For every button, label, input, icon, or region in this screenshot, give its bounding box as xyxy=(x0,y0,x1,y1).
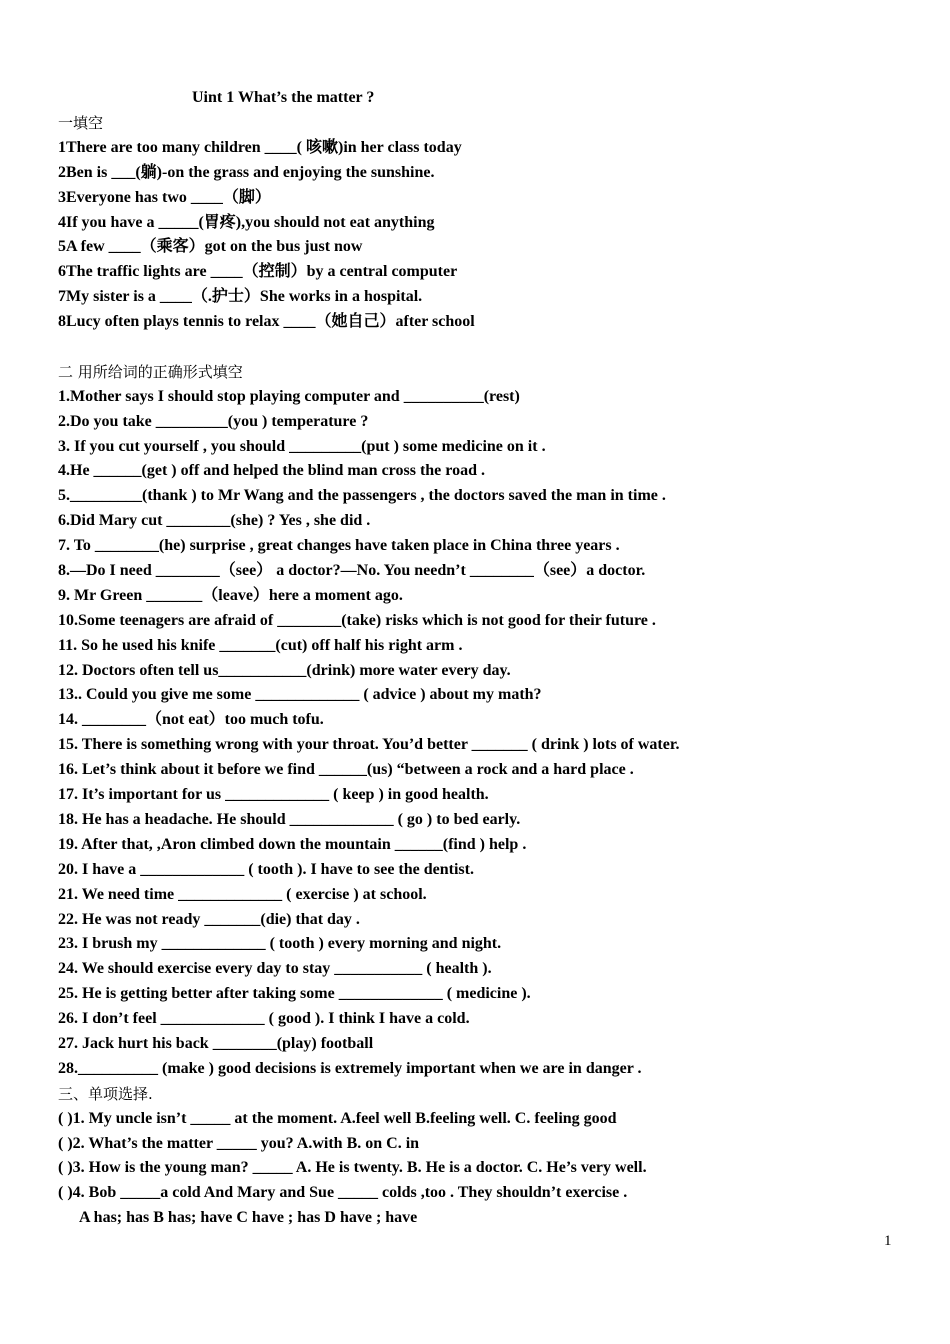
section2-item: 5._________(thank ) to Mr Wang and the passengers , the doctors saved the man in time . xyxy=(58,487,666,505)
section1-item: 7My sister is a ____（.护士）She works in a hospital. xyxy=(58,288,423,306)
section2-item: 28.__________ (make ) good decisions is extremely important when we are in danger . xyxy=(58,1059,642,1077)
section2-item: 14. ________（not eat）too much tofu. xyxy=(58,711,324,729)
section2-item: 8.—Do I need ________（see） a doctor?—No. You needn’t ________（see）a doctor. xyxy=(58,562,646,580)
page-title: Uint 1 What’s the matter ? xyxy=(192,89,375,106)
section3-heading: 三、单项选择. xyxy=(58,1084,153,1103)
section1-item: 4If you have a _____(胃疼),you should not eat anything xyxy=(58,213,435,231)
section2-heading: 二 用所给词的正确形式填空 xyxy=(58,362,243,381)
section2-item: 2.Do you take _________(you ) temperature ? xyxy=(58,412,369,430)
section2-item: 22. He was not ready _______(die) that day . xyxy=(58,910,360,928)
section2-item: 16. Let’s think about it before we find ______(us) “between a rock and a hard place . xyxy=(58,761,634,779)
section1-item: 8Lucy often plays tennis to relax ____（她自己）after school xyxy=(58,313,475,331)
section3-item: ( )1. My uncle isn’t _____ at the moment. A.feel well B.feeling well. C. feeling good xyxy=(58,1109,617,1127)
section2-item: 11. So he used his knife _______(cut) off half his right arm . xyxy=(58,636,463,654)
section2-item: 3. If you cut yourself , you should _________(put ) some medicine on it . xyxy=(58,437,546,455)
section1-item: 3Everyone has two ____（脚） xyxy=(58,188,271,206)
section3-item: ( )3. How is the young man? _____ A. He is twenty. B. He is a doctor. C. He’s very well. xyxy=(58,1159,647,1177)
section2-item: 18. He has a headache. He should _____________ ( go ) to bed early. xyxy=(58,810,521,828)
section3-item: ( )4. Bob _____a cold And Mary and Sue _____ colds ,too . They shouldn’t exercise . xyxy=(58,1184,628,1202)
section2-item: 12. Doctors often tell us___________(drink) more water every day. xyxy=(58,661,511,679)
section3-options: A has; has B has; have C have ; has D have ; have xyxy=(79,1209,418,1227)
section3-item: ( )2. What’s the matter _____ you? A.with B. on C. in xyxy=(58,1134,420,1152)
section2-item: 15. There is something wrong with your throat. You’d better _______ ( drink ) lots of water. xyxy=(58,736,680,754)
blank-line xyxy=(58,337,938,362)
section2-item: 24. We should exercise every day to stay ___________ ( health ). xyxy=(58,960,492,978)
section2-item: 23. I brush my _____________ ( tooth ) every morning and night. xyxy=(58,935,502,953)
section2-item: 17. It’s important for us _____________ ( keep ) in good health. xyxy=(58,786,489,804)
section2-item: 6.Did Mary cut ________(she) ? Yes , she did . xyxy=(58,512,371,530)
section2-item: 20. I have a _____________ ( tooth ). I have to see the dentist. xyxy=(58,860,474,878)
section1-item: 2Ben is ___(躺)-on the grass and enjoying the sunshine. xyxy=(58,163,435,181)
section2-item: 21. We need time _____________ ( exercise ) at school. xyxy=(58,885,427,903)
worksheet-body xyxy=(58,113,938,1233)
section1-item: 5A few ____（乘客）got on the bus just now xyxy=(58,238,363,256)
section2-item: 4.He ______(get ) off and helped the blind man cross the road . xyxy=(58,462,485,480)
section2-item: 1.Mother says I should stop playing computer and __________(rest) xyxy=(58,387,520,405)
page-number: 1 xyxy=(884,1233,892,1249)
section2-item: 26. I don’t feel _____________ ( good ). I think I have a cold. xyxy=(58,1010,470,1028)
section1-item: 6The traffic lights are ____（控制）by a central computer xyxy=(58,263,458,281)
section2-item: 25. He is getting better after taking some _____________ ( medicine ). xyxy=(58,985,531,1003)
section2-item: 13.. Could you give me some _____________ ( advice ) about my math? xyxy=(58,686,542,704)
section1-heading: 一填空 xyxy=(58,114,104,132)
section2-item: 19. After that, ,Aron climbed down the mountain ______(find ) help . xyxy=(58,835,527,853)
section2-item: 27. Jack hurt his back ________(play) football xyxy=(58,1034,374,1052)
section2-item: 9. Mr Green _______（leave）here a moment ago. xyxy=(58,586,403,604)
section1-item: 1There are too many children ____( 咳嗽)in her class today xyxy=(58,138,462,156)
section2-item: 10.Some teenagers are afraid of ________(take) risks which is not good for their future . xyxy=(58,611,656,629)
section2-item: 7. To ________(he) surprise , great changes have taken place in China three years . xyxy=(58,537,620,555)
